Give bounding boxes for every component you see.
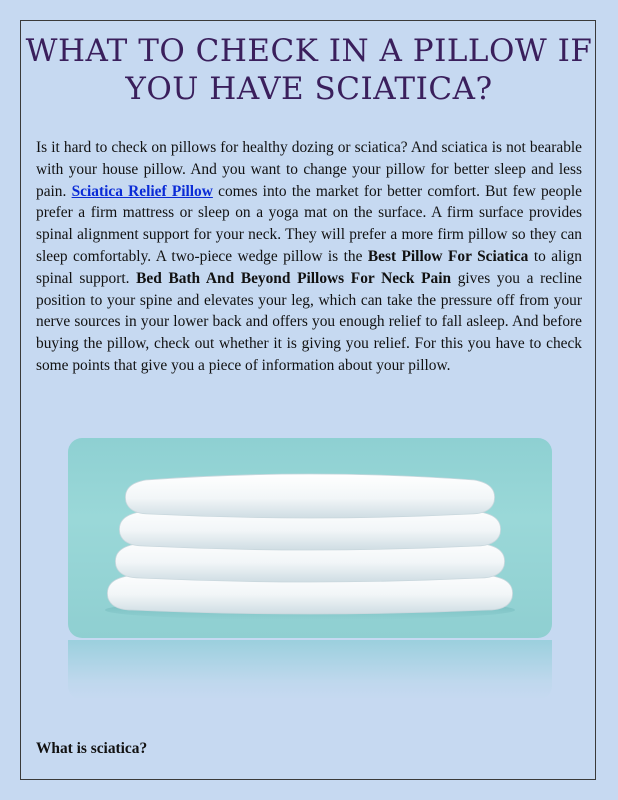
page-title: WHAT TO CHECK IN A PILLOW IF YOU HAVE SCIATICA? — [25, 33, 593, 107]
intro-paragraph — [36, 137, 582, 377]
paragraph-text-4: gives you a recline position to your spine and elevates your leg, which can take the pressure off from your nerve sources in your lower back and offers you enough relief to fall asleep. And before buying the pillow, check out whether it is giving you relief. For this you have to check some points that give you a piece of information about your pillow. — [36, 269, 582, 374]
bold-phrase-bed-bath: Bed Bath And Beyond Pillows For Neck Pain — [136, 269, 452, 287]
image-reflection — [68, 640, 552, 700]
bold-phrase-best-pillow: Best Pillow For Sciatica — [367, 247, 529, 265]
pillow-stack-image — [68, 438, 552, 638]
paragraph-text-1: Is it hard to check on pillows for healthy dozing or sciatica? And sciatica is not bearable with your house pillow. And you want to change your pillow for better sleep and less pain. — [36, 139, 582, 200]
section-heading: What is sciatica? — [36, 740, 148, 757]
paragraph-text-3: to align spinal support. — [36, 247, 582, 287]
sciatica-relief-pillow-link[interactable]: Sciatica Relief Pillow — [71, 182, 213, 200]
paragraph-text-2: comes into the market for better comfort. But few people prefer a firm mattress or sleep on a yoga mat on the surface. A firm surface provides spinal alignment support for your neck. They will prefer a more firm pillow so they can sleep comfortably. A two-piece wedge pillow is the — [36, 182, 582, 265]
pillow-1 — [125, 474, 494, 518]
